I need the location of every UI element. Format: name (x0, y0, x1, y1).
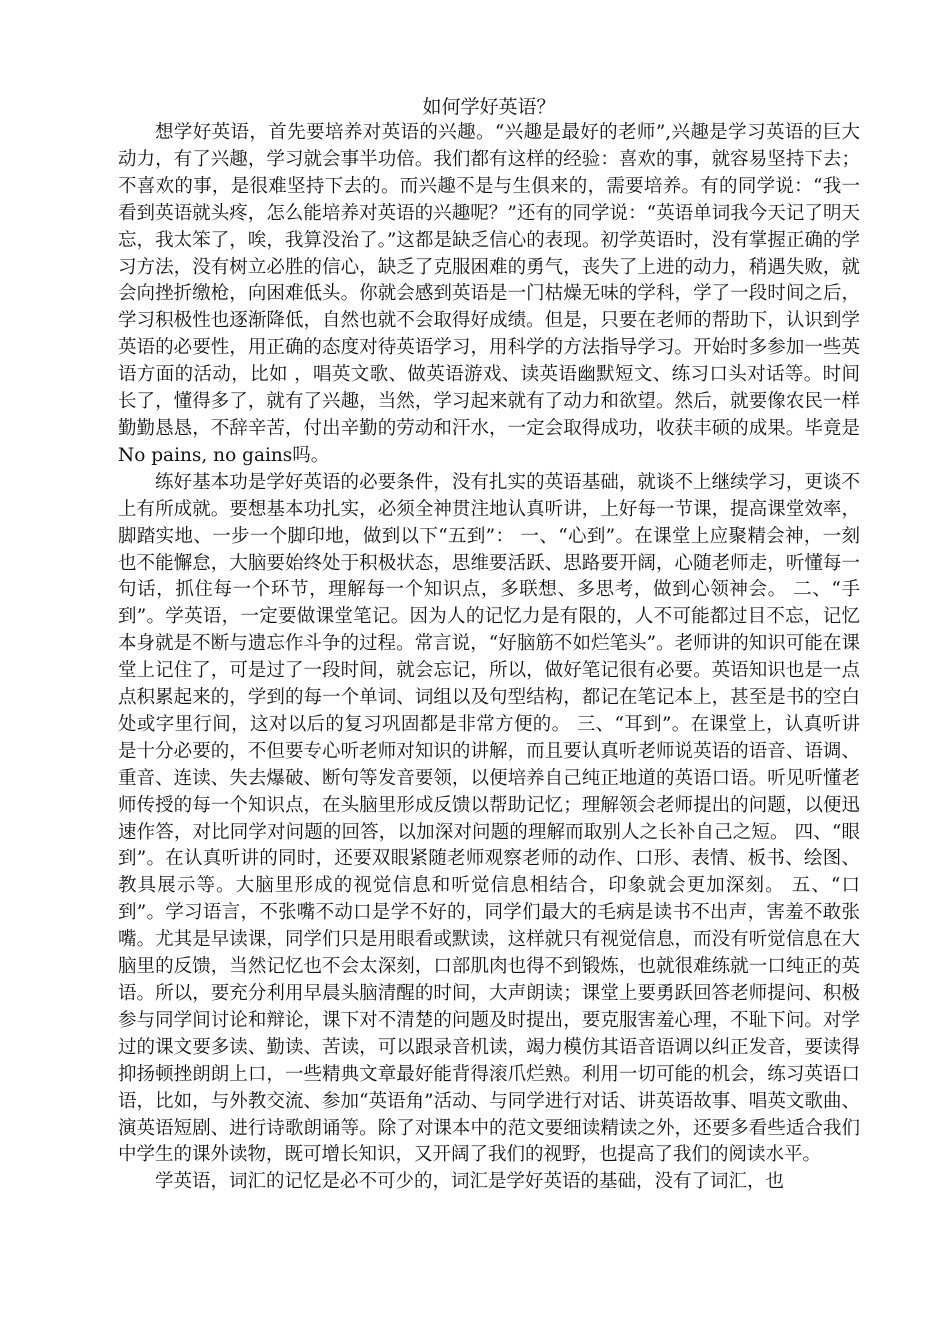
paragraph-vocabulary: 学英语，词汇的记忆是必不可少的，词汇是学好英语的基础，没有了词汇，也 (155, 1171, 785, 1193)
paragraph-fundamentals: 练好基本功是学好英语的必要条件，没有扎实的英语基础，就谈不上继续学习，更谈不上有所成就。要想基本功扎实，必须全神贯注地认真听讲，上好每一节课，提高课堂效率，脚踏实地、一步一个脚印地，做到以下“五到”： 一、“心到”。在课堂上应聚精会神，一刻也不能懈怠，大脑要始终处于积极状态，思维要活跃、思路要开阔，心随老师走，听懂每一句话，抓住每一个环节，理解每一个知识点，多联想、多思考，做到心领神会。 二、“手到”。学英语，一定要做课堂笔记。因为人的记忆力是有限的，人不可能都过目不忘，记忆本身就是不断与遗忘作斗争的过程。常言说，“好脑筋不如烂笔头”。老师讲的知识可能在课堂上记住了，可是过了一段时间，就会忘记，所以，做好笔记很有必要。英语知识也是一点点积累起来的，学到的每一个单词、词组以及句型结构，都记在笔记本上，甚至是书的空白处或字里行间，这对以后的复习巩固都是非常方便的。 三、“耳到”。在课堂上，认真听讲是十分必要的，不但要专心听老师对知识的讲解，而且要认真听老师说英语的语音、语调、重音、连读、失去爆破、断句等发音要领，以便培养自己纯正地道的英语口语。听见听懂老师传授的每一个知识点，在头脑里形成反馈以帮助记忆；理解领会老师提出的问题，以便迅速作答，对比同学对问题的回答，以加深对问题的理解而取别人之长补自己之短。 四、“眼到”。在认真听讲的同时，还要双眼紧随老师观察老师的动作、口形、表情、板书、绘图、教具展示等。大脑里形成的视觉信息和听觉信息相结合，印象就会更加深刻。 五、“口到”。学习语言，不张嘴不动口是学不好的，同学们最大的毛病是读书不出声，害羞不敢张嘴。尤其是早读课，同学们只是用眼看或默读，这样就只有视觉信息，而没有听觉信息在大脑里的反馈，当然记忆也不会太深刻，口部肌肉也得不到锻炼，也就很难练就一口纯正的英语。所以，要充分利用早晨头脑清醒的时间，大声朗读；课堂上要勇跃回答老师提问、积极参与同学间讨论和辩论，课下对不清楚的问题及时提出，要克服害羞心理，不耻下问。对学过的课文要多读、勤读、苦读，可以跟录音机读，竭力模仿其语音语调以纠正发音，要读得抑扬顿挫朗朗上口，一些精典文章最好能背得滚爪烂熟。利用一切可能的机会，练习英语口语，比如，与外教交流、参加“英语角”活动、与同学进行对话、讲英语故事、唱英文歌曲、演英语短剧、进行诗歌朗诵等。除了对课本中的范文要细读精读之外，还要多看些适合我们中学生的课外读物，既可增长知识，又开阔了我们的视野，也提高了我们的阅读水平。 (118, 471, 860, 1166)
document-page (118, 94, 860, 1304)
paragraph-interest: 想学好英语，首先要培养对英语的兴趣。“兴趣是最好的老师”,兴趣是学习英语的巨大动力，有了兴趣，学习就会事半功倍。我们都有这样的经验：喜欢的事，就容易坚持下去；不喜欢的事，是很难坚持下去的。而兴趣不是与生俱来的，需要培养。有的同学说：“我一看到英语就头疼，怎么能培养对英语的兴趣呢？”还有的同学说：“英语单词我今天记了明天忘，我太笨了，唉，我算没治了。”这都是缺乏信心的表现。初学英语时，没有掌握正确的学习方法，没有树立必胜的信心，缺乏了克服困难的勇气，丧失了上进的动力，稍遇失败，就会向挫折缴枪，向困难低头。你就会感到英语是一门枯燥无味的学科，学了一段时间之后，学习积极性也逐渐降低，自然也就不会取得好成绩。但是，只要在老师的帮助下，认识到学英语的必要性，用正确的态度对待英语学习，用科学的方法指导学习。开始时多参加一些英语方面的活动，比如 ，唱英文歌、做英语游戏、读英语幽默短文、练习口头对话等。时间长了，懂得多了，就有了兴趣，当然，学习起来就有了动力和欲望。然后，就要像农民一样勤勤恳恳，不辞辛苦，付出辛勤的劳动和汗水，一定会取得成功，收获丰硕的成果。毕竟是No pains, no gains吗。 (118, 122, 860, 466)
document-title: 如何学好英语？ (422, 96, 556, 118)
